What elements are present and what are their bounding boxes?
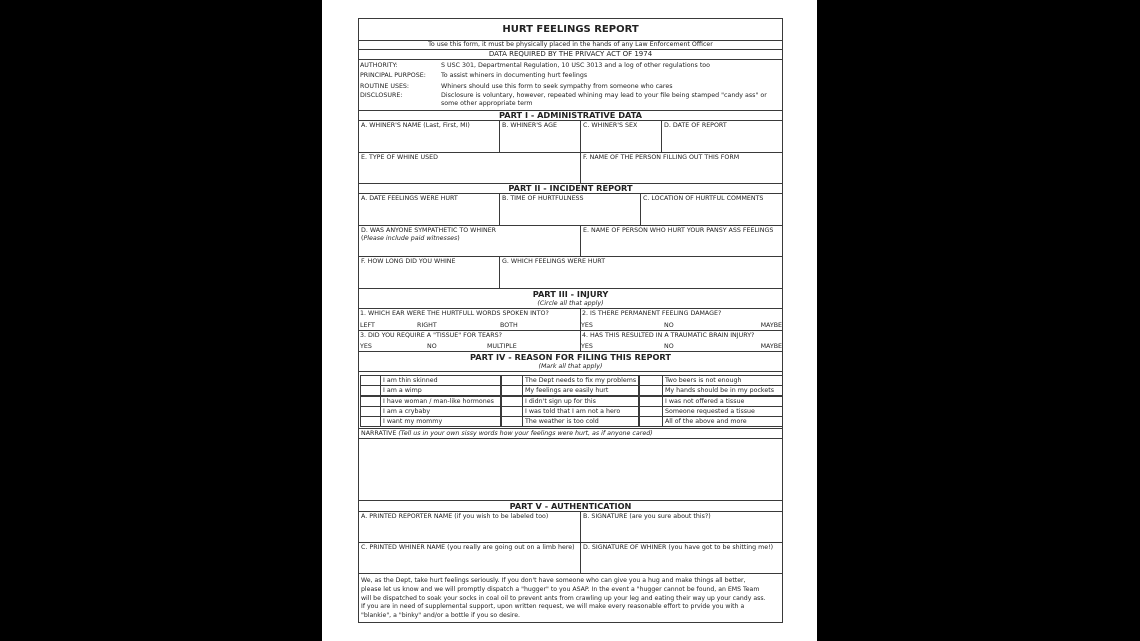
reason-label: My feelings are easily hurt xyxy=(522,385,639,396)
reason-checkbox[interactable] xyxy=(360,416,381,427)
question-2-label: 2. IS THERE PERMANENT FEELING DAMAGE? xyxy=(582,310,722,317)
question-1 xyxy=(358,308,581,331)
form-title: HURT FEELINGS REPORT xyxy=(358,18,783,41)
reason-label: I was not offered a tissue xyxy=(662,396,783,407)
q2-option-maybe[interactable]: MAYBE xyxy=(760,322,782,329)
narrative-note: (Tell us in your own sissy words how your feelings were hurt, as if anyone cared) xyxy=(398,430,653,437)
reason-label: I didn't sign up for this xyxy=(522,396,639,407)
q1-option-left[interactable]: LEFT xyxy=(360,322,375,329)
privacy-header: DATA REQUIRED BY THE PRIVACY ACT OF 1974 xyxy=(358,49,783,60)
q3-option-multiple[interactable]: MULTIPLE xyxy=(487,343,517,350)
field-time-of-hurtfulness[interactable]: B. TIME OF HURTFULNESS xyxy=(499,193,641,226)
q4-option-yes[interactable]: YES xyxy=(581,343,593,350)
reason-label: The Dept needs to fix my problems xyxy=(522,375,639,386)
disclosure-label: DISCLOSURE: xyxy=(360,92,403,99)
reason-label: I was told that I am not a hero xyxy=(522,406,639,417)
q3-option-yes[interactable]: YES xyxy=(360,343,372,350)
part3-header-block xyxy=(358,288,783,309)
q4-option-maybe[interactable]: MAYBE xyxy=(760,343,782,350)
q2-option-no[interactable]: NO xyxy=(664,322,674,329)
field-date-of-report[interactable]: D. DATE OF REPORT xyxy=(661,120,783,153)
part2-header: PART II - INCIDENT REPORT xyxy=(358,183,783,194)
instruction: To use this form, it must be physically placed in the hands of any Law Enforcement Officer xyxy=(358,40,783,50)
field-which-feelings[interactable]: G. WHICH FEELINGS WERE HURT xyxy=(499,256,783,289)
sympathetic-label: D. WAS ANYONE SYMPATHETIC TO WHINER xyxy=(361,227,497,234)
question-3-label: 3. DID YOU REQUIRE A "TISSUE" FOR TEARS? xyxy=(360,332,502,339)
field-reporter-name[interactable]: A. PRINTED REPORTER NAME (if you wish to be labeled too) xyxy=(358,511,581,543)
field-location[interactable]: C. LOCATION OF HURTFUL COMMENTS xyxy=(640,193,783,226)
question-4 xyxy=(580,330,783,352)
authority-label: AUTHORITY: xyxy=(360,62,398,69)
part3-header: PART III - INJURY xyxy=(532,289,609,299)
routine-uses-label: ROUTINE USES: xyxy=(360,83,410,90)
field-date-hurt[interactable]: A. DATE FEELINGS WERE HURT xyxy=(358,193,500,226)
part1-header: PART I - ADMINISTRATIVE DATA xyxy=(358,110,783,121)
reason-label: I want my mommy xyxy=(380,416,501,427)
narrative-field[interactable] xyxy=(358,438,783,501)
part3-subtitle: (Circle all that apply) xyxy=(537,300,604,307)
question-4-label: 4. HAS THIS RESULTED IN A TRAUMATIC BRAIN INJURY? xyxy=(582,332,755,339)
footer-statement xyxy=(358,573,783,623)
field-whiner-name[interactable]: A. WHINER'S NAME (Last, First, MI) xyxy=(358,120,500,153)
q1-option-both[interactable]: BOTH xyxy=(500,322,518,329)
reason-label: My hands should be in my pockets xyxy=(662,385,783,396)
q4-option-no[interactable]: NO xyxy=(664,343,674,350)
field-type-of-whine[interactable]: E. TYPE OF WHINE USED xyxy=(358,152,581,184)
routine-uses-text: Whiners should use this form to seek sympathy from someone who cares xyxy=(441,83,673,90)
reason-label: I am a wimp xyxy=(380,385,501,396)
part4-subtitle: (Mark all that apply) xyxy=(538,363,603,370)
question-1-label: 1. WHICH EAR WERE THE HURTFULL WORDS SPOKEN INTO? xyxy=(360,310,549,317)
q1-option-right[interactable]: RIGHT xyxy=(417,322,437,329)
privacy-block xyxy=(358,59,783,111)
field-whiner-sex[interactable]: C. WHINER'S SEX xyxy=(580,120,662,153)
reason-label: Someone requested a tissue xyxy=(662,406,783,417)
part4-header-block xyxy=(358,351,783,372)
part4-header: PART IV - REASON FOR FILING THIS REPORT xyxy=(470,352,671,362)
purpose-label: PRINCIPAL PURPOSE: xyxy=(360,72,426,79)
reason-label: Two beers is not enough xyxy=(662,375,783,386)
field-how-long[interactable]: F. HOW LONG DID YOU WHINE xyxy=(358,256,500,289)
field-person-filling-form[interactable]: F. NAME OF THE PERSON FILLING OUT THIS FORM xyxy=(580,152,783,184)
reason-label: I am thin skinned xyxy=(380,375,501,386)
field-signature[interactable]: B. SIGNATURE (are you sure about this?) xyxy=(580,511,783,543)
reason-checkbox[interactable] xyxy=(639,416,663,427)
disclosure-text-2: some other appropriate term xyxy=(441,100,533,107)
reason-checklist xyxy=(358,371,783,429)
q3-option-no[interactable]: NO xyxy=(427,343,437,350)
question-3 xyxy=(358,330,581,352)
sympathetic-note: (Please include paid witnesses) xyxy=(361,235,460,242)
narrative-title: NARRATIVE xyxy=(361,430,397,437)
field-whiner-age[interactable]: B. WHINER'S AGE xyxy=(499,120,581,153)
reason-label: All of the above and more xyxy=(662,416,783,427)
q2-option-yes[interactable]: YES xyxy=(581,322,593,329)
part5-header: PART V - AUTHENTICATION xyxy=(358,500,783,512)
reason-label: The weather is too cold xyxy=(522,416,639,427)
footer-line: will be dispatched to soak your socks in coal oil to prevent ants from crawling up your leg and eating their way up your candy ass. xyxy=(361,594,766,602)
authority-text: S USC 301, Departmental Regulation, 10 USC 3013 and a log of other regulations too xyxy=(441,62,711,69)
field-person-who-hurt[interactable]: E. NAME OF PERSON WHO HURT YOUR PANSY ASS FEELINGS xyxy=(580,225,783,257)
purpose-text: To assist whiners in documenting hurt feelings xyxy=(441,72,588,79)
field-whiner-signature[interactable]: D. SIGNATURE OF WHINER (you have got to be shitting me!) xyxy=(580,542,783,574)
reason-label: I have woman / man-like hormones xyxy=(380,396,501,407)
question-2 xyxy=(580,308,783,331)
footer-line: If you are in need of supplemental support, upon written request, we will make every reasonable effort to prvide you with a xyxy=(361,603,745,611)
reason-label: I am a crybaby xyxy=(380,406,501,417)
reason-checkbox[interactable] xyxy=(501,416,523,427)
footer-line: "blankie", a "binky" and/or a bottle if you so desire. xyxy=(361,612,520,620)
form-page xyxy=(322,0,817,641)
sympathetic-note-text: Please include paid witnesses xyxy=(363,235,458,242)
disclosure-text: Disclosure is voluntary, however, repeated whining may lead to your file being stamped "candy ass" or xyxy=(441,92,767,99)
footer-line: please let us know and we will promptly dispatch a "hugger" to you ASAP. In the event a "hugger cannot be found, an EMS Team xyxy=(361,585,760,593)
field-whiner-name-printed[interactable]: C. PRINTED WHINER NAME (you really are going out on a limb here) xyxy=(358,542,581,574)
field-sympathetic[interactable] xyxy=(358,225,581,257)
footer-line: We, as the Dept, take hurt feelings seriously. If you don't have someone who can give you a hug and make things all better, xyxy=(361,577,746,584)
